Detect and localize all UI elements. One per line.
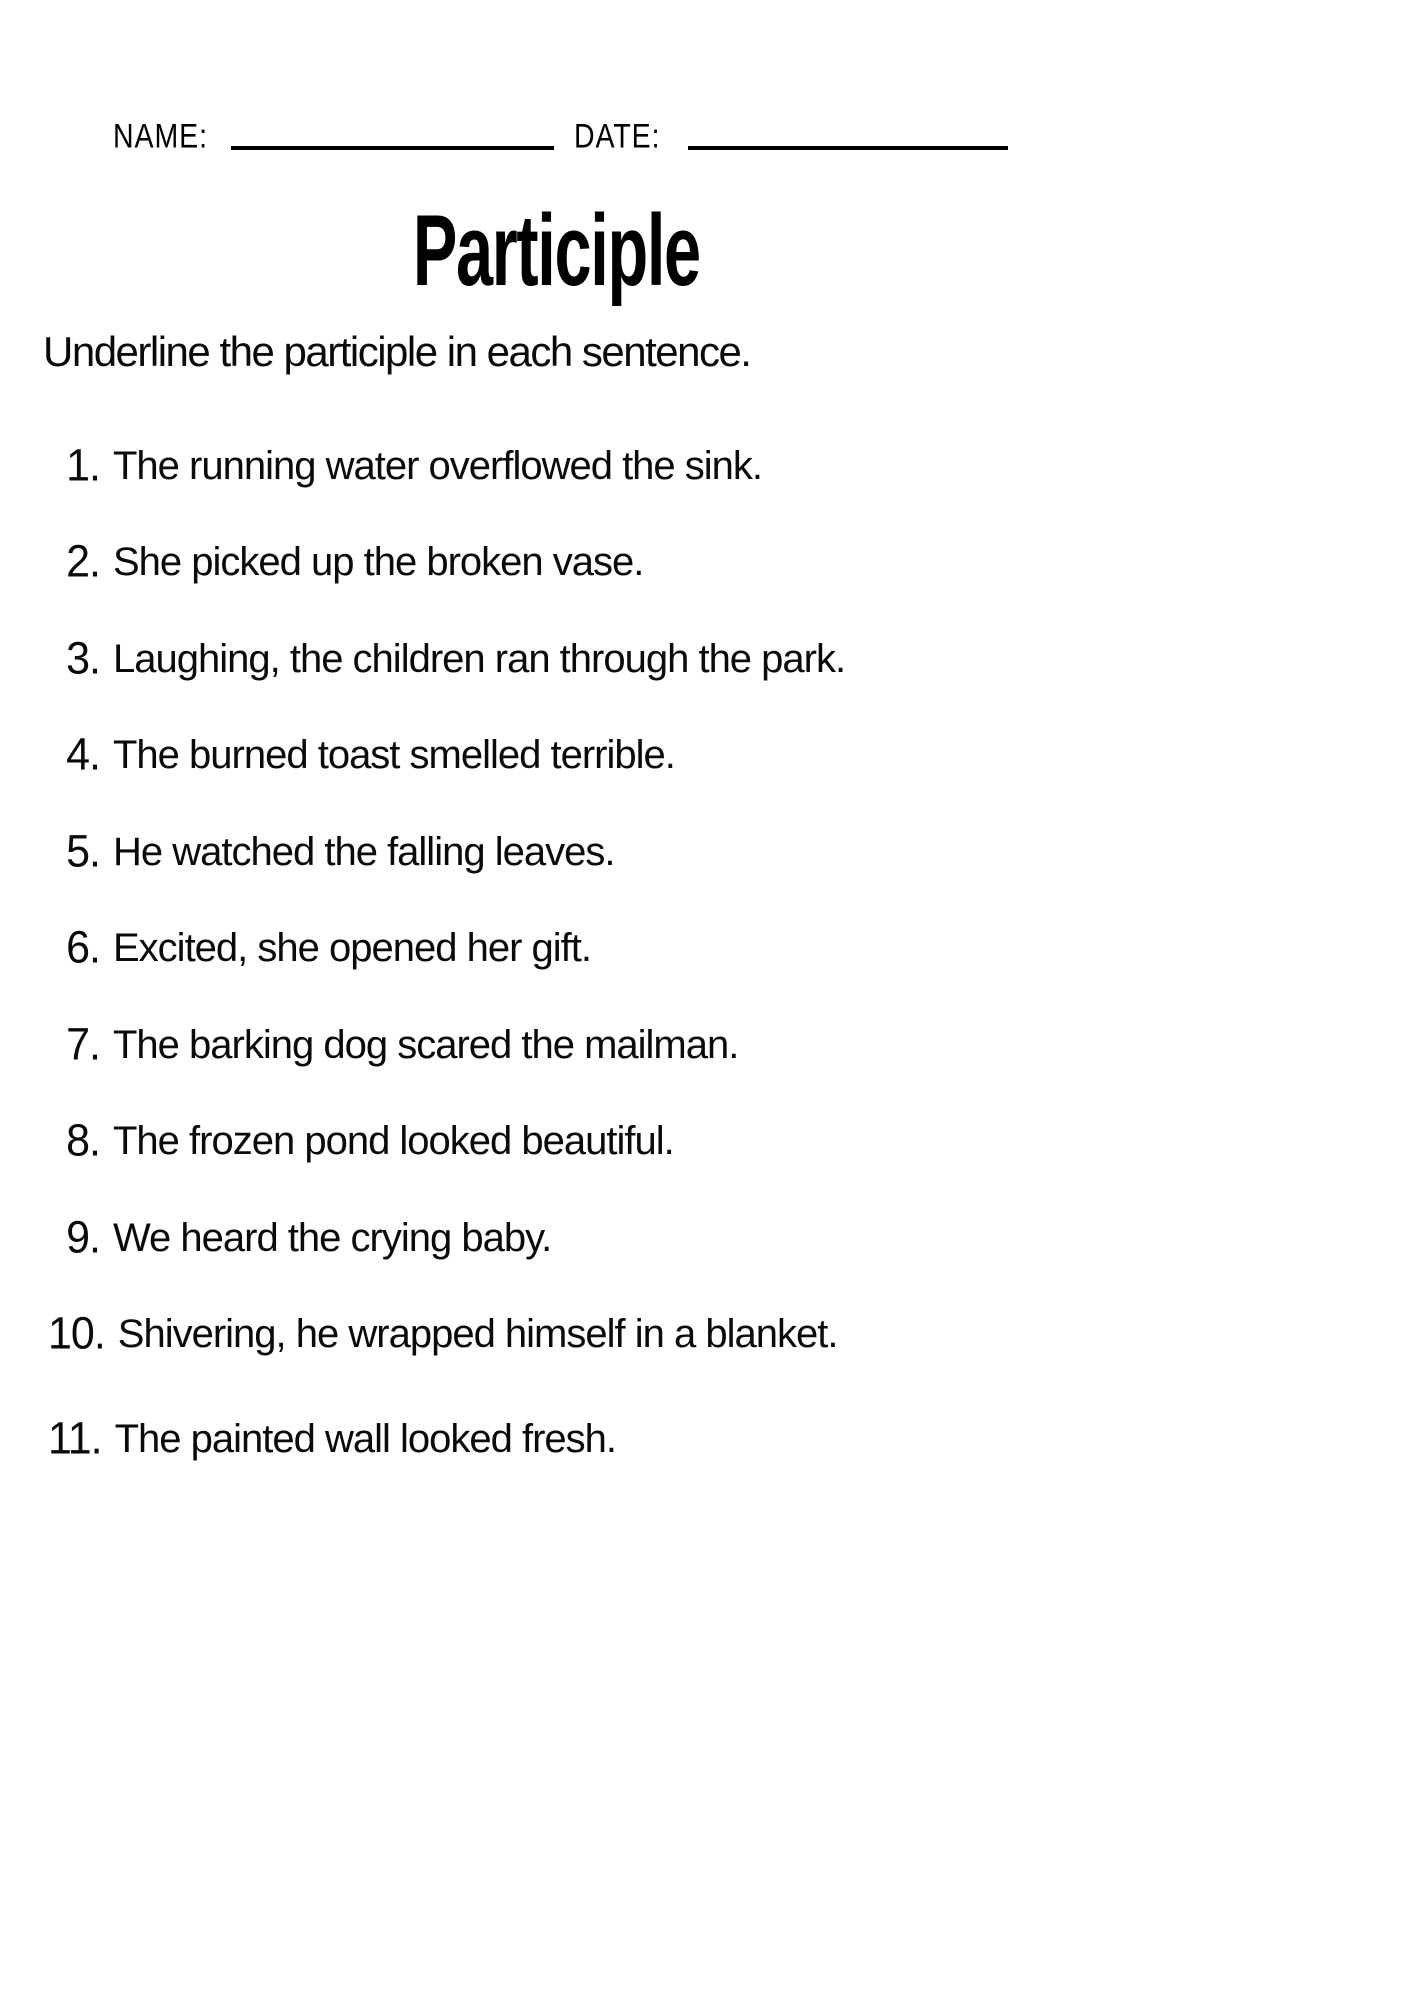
item-number: 6.: [66, 923, 100, 974]
list-item: [48, 418, 1378, 515]
item-number: 5.: [66, 826, 100, 877]
item-text: Excited, she opened her gift.: [113, 926, 591, 971]
item-text: The barking dog scared the mailman.: [113, 1022, 739, 1067]
instruction-text: Underline the participle in each sentence.: [43, 328, 751, 375]
list-item: [48, 901, 1378, 998]
item-text: We heard the crying baby.: [113, 1215, 552, 1260]
item-number: 9.: [66, 1212, 100, 1263]
header: [113, 116, 1008, 156]
item-number: 11.: [48, 1413, 102, 1464]
list-item: [48, 1391, 1378, 1488]
list-item: [48, 1190, 1378, 1287]
item-number: 3.: [66, 633, 100, 684]
date-blank-line: [688, 145, 1008, 150]
name-label: NAME:: [113, 116, 208, 156]
item-text: Laughing, the children ran through the park.: [113, 636, 846, 681]
list-item: [48, 1094, 1378, 1191]
item-text: The frozen pond looked beautiful.: [113, 1119, 674, 1164]
page-title: [0, 196, 1112, 307]
sentence-list: [48, 418, 1378, 1488]
item-number: 1.: [66, 440, 100, 491]
list-item: [48, 1287, 1378, 1384]
item-number: 4.: [66, 730, 100, 781]
item-number: 8.: [66, 1116, 100, 1167]
item-text: She picked up the broken vase.: [113, 540, 644, 585]
list-item: [48, 804, 1378, 901]
page-title-text: Participle: [412, 195, 700, 307]
item-text: The painted wall looked fresh.: [114, 1416, 617, 1461]
item-text: The running water overflowed the sink.: [113, 443, 763, 488]
item-text: The burned toast smelled terrible.: [113, 733, 675, 778]
list-item: [48, 515, 1378, 612]
item-text: He watched the falling leaves.: [113, 829, 615, 874]
list-item: [48, 997, 1378, 1094]
date-label: DATE:: [574, 116, 661, 156]
list-item: [48, 611, 1378, 708]
item-text: Shivering, he wrapped himself in a blanket.: [117, 1312, 838, 1357]
list-item: [48, 708, 1378, 805]
name-blank-line: [231, 145, 554, 150]
item-number: 2.: [66, 537, 100, 588]
item-number: 10.: [48, 1309, 105, 1360]
item-number: 7.: [66, 1019, 100, 1070]
